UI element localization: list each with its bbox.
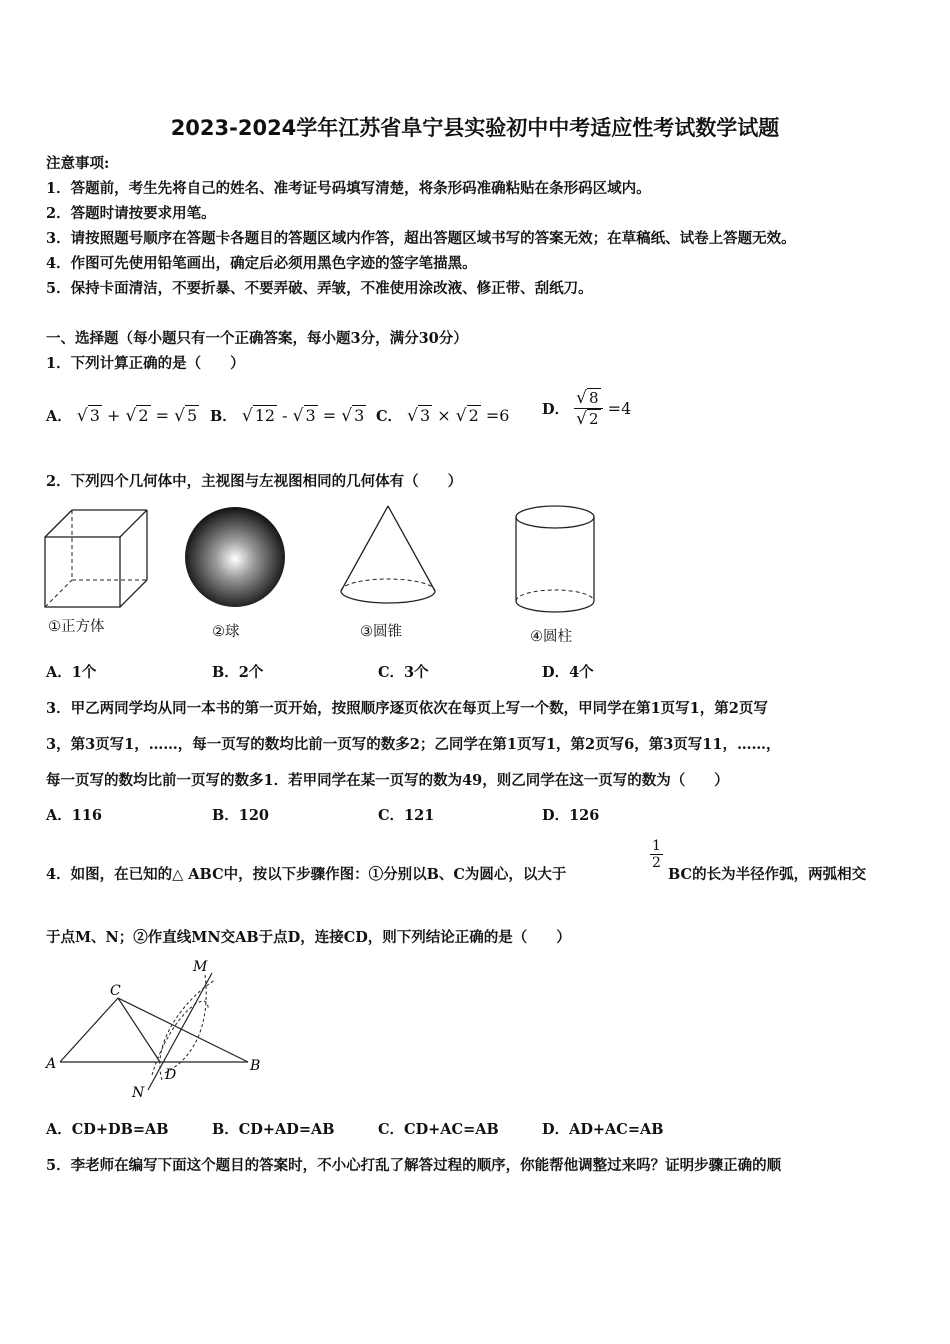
q4-option-b: B．CD+AD=AB (212, 1121, 335, 1138)
q4-option-d: D．AD+AC=AB (542, 1121, 664, 1138)
q2-option-b: B．2个 (212, 664, 264, 681)
q4-line-2: 于点M、N；②作直线MN交AB于点D，连接CD，则下列结论正确的是（ ） (46, 929, 571, 946)
q1-a-expr: √ 3 + √ 2 = √ 5 (76, 406, 198, 426)
q1-a-rad3: 5 (186, 406, 198, 425)
point-m-label: M (193, 959, 208, 975)
q1-a-rad2: 2 (138, 406, 149, 425)
q3-option-c: C．121 (378, 807, 435, 824)
sphere-figure (183, 505, 287, 609)
point-d-label: D (165, 1067, 177, 1083)
q1-a-eq: = (155, 406, 170, 425)
q1-b-rad2: 3 (305, 406, 316, 425)
q1-c-rad2: 2 (468, 406, 479, 425)
cone-caption: ③圆锥 (360, 624, 402, 640)
q2-option-c: C．3个 (378, 664, 429, 681)
note-item-4: 4．作图可先使用铅笔画出，确定后必须用黑色字迹的签字笔描黑。 (46, 255, 477, 272)
q1-d-eq: =4 (607, 399, 632, 418)
q1-c-expr: √ 3 × √ 2 =6 (407, 406, 510, 426)
q1-option-b (210, 405, 366, 426)
q1-option-d (542, 388, 631, 429)
q3-line-3: 每一页写的数均比前一页写的数多1．若甲同学在某一页写的数为49，则乙同学在这一页写的数为（ ） (46, 772, 729, 789)
point-b-label: B (250, 1058, 261, 1074)
note-item-5: 5．保持卡面清洁，不要折暴、不要弄破、弄皱，不准使用涂改液、修正带、刮纸刀。 (46, 280, 593, 297)
q1-b-rad1: 12 (254, 406, 276, 425)
q3-option-d: D．126 (542, 807, 600, 824)
q4-line-1b: BC的长为半径作弧，两弧相交 (668, 866, 867, 883)
note-item-3: 3．请按照题号顺序在答题卡各题目的答题区域内作答，超出答题区域书写的答案无效；在草稿纸、试卷上答题无效。 (46, 230, 796, 247)
triangle-construction-figure (40, 955, 270, 1105)
q1-a-label: A． (46, 408, 72, 425)
q1-b-expr: √ 12 - √ 3 = √ 3 (241, 406, 365, 426)
q1-b-eq: = (322, 406, 337, 425)
q2-option-d: D．4个 (542, 664, 594, 681)
point-a-label: A (46, 1056, 57, 1072)
q1-c-rad1: 3 (419, 406, 431, 425)
cylinder-caption: ④圆柱 (530, 629, 572, 645)
q2-option-a: A．1个 (46, 664, 97, 681)
notes-heading: 注意事项: (46, 155, 110, 172)
q1-stem: 1．下列计算正确的是（ ） (46, 355, 245, 372)
q4-option-a: A．CD+DB=AB (46, 1121, 169, 1138)
q1-c-label: C． (376, 408, 403, 425)
q1-c-eq: =6 (485, 406, 510, 425)
q3-option-b: B．120 (212, 807, 270, 824)
q5-line-1: 5．李老师在编写下面这个题目的答案时，不小心打乱了解答过程的顺序，你能帮他调整过来吗？证明步骤正确的顺 (46, 1157, 782, 1174)
q4-line-1a: 4．如图，在已知的△ ABC中，按以下步骤作图：①分别以B、C为圆心，以大于 (46, 866, 567, 883)
q1-b-rad3: 3 (354, 406, 365, 425)
q1-d-num: 8 (589, 389, 599, 407)
q4-frac-num: 1 (652, 838, 661, 854)
q2-stem: 2．下列四个几何体中，主视图与左视图相同的几何体有（ ） (46, 473, 463, 490)
q1-b-op: - (282, 406, 288, 425)
page-title: 2023-2024学年江苏省阜宁县实验初中中考适应性考试数学试题 (170, 116, 780, 140)
cube-caption: ①正方体 (48, 619, 105, 635)
q1-d-den: 2 (589, 410, 599, 428)
point-n-label: N (132, 1085, 145, 1101)
sphere-caption: ②球 (212, 624, 240, 640)
q1-option-c (376, 405, 509, 426)
q4-fraction (650, 838, 663, 871)
section-choice-heading: 一、选择题（每小题只有一个正确答案，每小题3分，满分30分） (46, 330, 468, 347)
q1-option-a (46, 405, 199, 426)
q1-d-fraction: $\frac{√ 8}{√ 2}$ (574, 388, 602, 429)
q1-a-rad1: 3 (89, 406, 100, 425)
point-c-label: C (110, 983, 121, 999)
note-item-2: 2．答题时请按要求用笔。 (46, 205, 216, 222)
cylinder-figure (512, 503, 600, 619)
q1-d-label: D． (542, 401, 570, 418)
note-item-1: 1．答题前，考生先将自己的姓名、准考证号码填写清楚，将条形码准确粘贴在条形码区域内。 (46, 180, 651, 197)
cone-figure (336, 503, 440, 611)
q1-a-op: + (106, 406, 121, 425)
q1-c-op: × (437, 406, 451, 425)
q4-option-c: C．CD+AC=AB (378, 1121, 499, 1138)
q3-line-2: 3，第3页写1，……，每一页写的数均比前一页写的数多2；乙同学在第1页写1，第2页写6，第3页写11，……， (46, 736, 781, 753)
q3-line-1: 3．甲乙两同学均从同一本书的第一页开始，按照顺序逐页依次在每页上写一个数，甲同学在第1页写1，第2页写 (46, 700, 768, 717)
cube-figure (40, 505, 155, 615)
q4-frac-den: 2 (652, 855, 661, 871)
q3-option-a: A．116 (46, 807, 103, 824)
q1-b-label: B． (210, 408, 237, 425)
